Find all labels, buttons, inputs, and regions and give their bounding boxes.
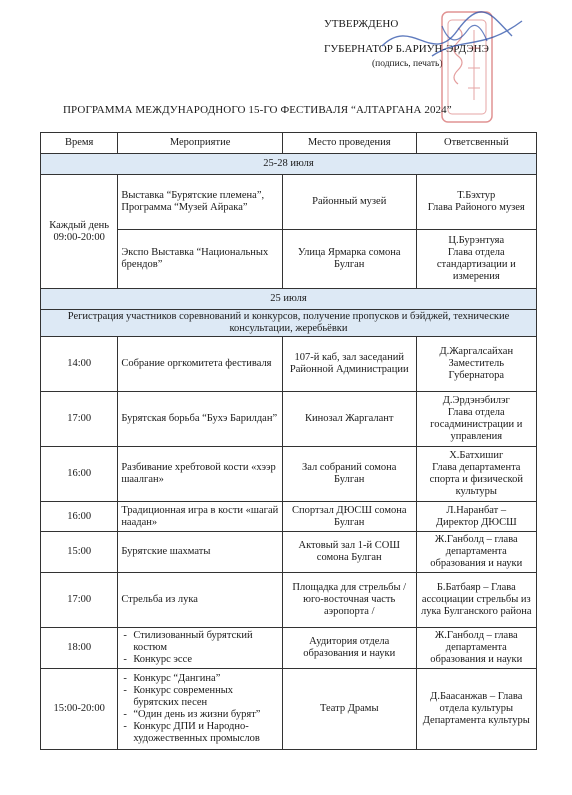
table-header-row [41,133,537,154]
table-row [41,175,537,230]
event-cell: Бурятские шахматы [118,532,283,573]
header-time: Время [41,133,118,154]
approved-label: УТВЕРЖДЕНО [324,18,399,30]
table-row [41,669,537,750]
event-cell: Стрельба из лука [118,573,283,628]
list-item: - Конкурс ДПИ и Народно-художественных промыслов [133,721,279,745]
time-cell: 15:00 [41,532,118,573]
header-responsible: Ответсвенный [416,133,536,154]
responsible-cell: Ц.Бурэнтуяа Глава отдела стандартизации и измерения [416,230,536,289]
responsible-cell: Т.Бэхтур Глава Районого музея [416,175,536,230]
table-row [41,337,537,392]
time-cell: 15:00-20:00 [41,669,118,750]
time-cell: 16:00 [41,447,118,502]
table-row [41,502,537,532]
header-event: Мероприятие [118,133,283,154]
responsible-cell: Х.Батхишиг Глава департамента спорта и физической культуры [416,447,536,502]
place-cell: 107-й каб, зал заседаний Районной Администрации [282,337,416,392]
time-cell: 18:00 [41,628,118,669]
event-cell: Экспо Выставка “Национальных брендов” [118,230,283,289]
table-row [41,628,537,669]
header-place: Место проведения [282,133,416,154]
responsible-cell: Л.Наранбат – Директор ДЮСШ [416,502,536,532]
place-cell: Площадка для стрельбы / юго-восточная часть аэропорта / [282,573,416,628]
list-item: - Конкурс современных бурятских песен [133,685,279,709]
signature [372,6,532,76]
place-cell: Актовый зал 1-й СОШ сомона Булган [282,532,416,573]
time-cell: Каждый день 09:00-20:00 [41,175,118,289]
event-cell: Разбивание хребтовой кости «хээр шаалган» [118,447,283,502]
section-row [41,289,537,310]
responsible-cell: Д.Жаргалсайхан Заместитель Губернатора [416,337,536,392]
table-row [41,573,537,628]
list-item: - Конкурс “Дангина” [133,673,279,685]
place-cell: Аудитория отдела образования и науки [282,628,416,669]
table-row [41,532,537,573]
event-cell: Бурятская борьба “Бухэ Барилдан” [118,392,283,447]
table-row [41,392,537,447]
document-title: ПРОГРАММА МЕЖДУНАРОДНОГО 15-ГО ФЕСТИВАЛЯ “АЛТАРГАНА 2024” [63,104,452,116]
responsible-cell: Д.Эрдэнэбилэг Глава отдела госадминистрации и управления [416,392,536,447]
place-cell: Кинозал Жаргалант [282,392,416,447]
responsible-cell: Д.Баасанжав – Глава отдела культуры Департамента культуры [416,669,536,750]
list-item: - “Один день из жизни бурят” [133,709,279,721]
program-table [40,132,537,750]
time-cell: 16:00 [41,502,118,532]
responsible-cell: Ж.Ганболд – глава департамента образования и науки [416,532,536,573]
event-cell: Выставка “Бурятские племена”, Программа “Музей Айрака” [118,175,283,230]
responsible-cell: Ж.Ганболд – глава департамента образования и науки [416,628,536,669]
event-cell [118,628,283,669]
place-cell: Улица Ярмарка сомона Булган [282,230,416,289]
section-row [41,154,537,175]
event-cell: Собрание оргкомитета фестиваля [118,337,283,392]
place-cell: Спортзал ДЮСШ сомона Булган [282,502,416,532]
table-row [41,447,537,502]
section-subtitle: Регистрация участников соревнований и конкурсов, получение пропусков и бэйджей, технические консультации, жеребьёвки [41,310,537,337]
event-list [121,673,279,745]
governor-line: ГУБЕРНАТОР Б.АРИУН-ЭРДЭНЭ [324,43,489,55]
time-cell: 14:00 [41,337,118,392]
event-cell [118,669,283,750]
event-list [121,630,279,666]
list-item: - Стилизованный бурятский костюм [133,630,279,654]
place-cell: Театр Драмы [282,669,416,750]
responsible-cell: Б.Батбаяр – Глава ассоциации стрельбы из лука Булганского района [416,573,536,628]
section-subtitle-row [41,310,537,337]
place-cell: Зал собраний сомона Булган [282,447,416,502]
time-cell: 17:00 [41,392,118,447]
place-cell: Районный музей [282,175,416,230]
event-cell: Традиционная игра в кости «шагай наадан» [118,502,283,532]
sign-note: (подпись, печать) [372,59,443,69]
section-title: 25 июля [41,289,537,310]
time-cell: 17:00 [41,573,118,628]
section-title: 25-28 июля [41,154,537,175]
list-item: - Конкурс эссе [133,654,279,666]
